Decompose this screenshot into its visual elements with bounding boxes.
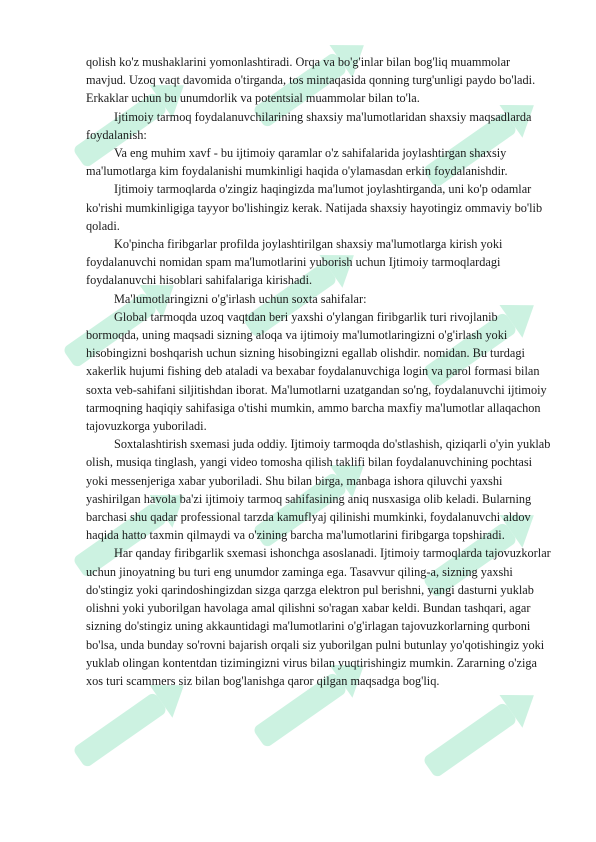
paragraph-1: qolish ko'z mushaklarini yomonlashtiradi. Orqa va bo'g'inlar bilan bog'liq muammolar mavjud. Uzoq vaqt davomida o'tirganda, tos mintaqasida qonning turg'unligi paydo bo'ladi. Erkaklar uchun bu unumdorlik va potentsial muammolar bilan to'la.	[86, 55, 536, 106]
paragraph-8: Soxtalashtirish sxemasi juda oddiy. Ijtimoiy tarmoqda do'stlashish, qiziqarli o'yin yuklab olish, musiqa tinglash, yangi video tomosha qilish taklifi bilan foydalanuvchining pochtasi yoki messenjeriga xabar yuboriladi. Shu bilan birga, manbaga ishora qiluvchi yaxshi yashirilgan havola ba'zi ijtimoiy tarmoq sahifasining aniq nusxasiga olib keladi. Bularning barchasi shu qadar professional tarzda kamuflyaj qilinishi mumkinki, foydalanuvchi aldov haqida hatto taxmin qilmaydi va o'zining barcha ma'lumotlarini firibgarga topshiradi.	[86, 437, 551, 543]
paragraph-4: Ijtimoiy tarmoqlarda o'zingiz haqingizda ma'lumot joylashtirganda, uni ko'p odamlar ko'rishi mumkinligiga tayyor bo'lishingiz kerak. Natijada shaxsiy hayotingiz ommaviy bo'lib qoladi.	[86, 182, 543, 233]
paragraph-5: Ko'pincha firibgarlar profilda joylashtirilgan shaxsiy ma'lumotlarga kirish yoki foydalanuvchi nomidan spam ma'lumotlarini yuborish uchun Ijtimoiy tarmoqlardagi foydalanuvchi hisoblari sahifalariga kirishadi.	[86, 237, 503, 288]
document-body	[86, 53, 552, 690]
paragraph-7: Global tarmoqda uzoq vaqtdan beri yaxshi o'ylangan firibgarlik turi rivojlanib bormoqda, uning maqsadi sizning aloqa va ijtimoiy ma'lumotlaringizni o'g'irlash yoki hisobingizni boshqarish uchun sizning hisobingizni egallab olishdir. nomidan. Bu turdagi xakerlik hujumi fishing deb ataladi va bexabar foydalanuvchiga login va parol formasi bilan soxta veb-sahifani siljitishdan iborat. Ma'lumotlarni uzatgandan so'ng, foydalanuvchi ijtimoiy tarmoqning haqiqiy sahifasiga o'tishi mumkin, ammo barcha maxfiy ma'lumotlar allaqachon tajovuzkorga yuboriladi.	[86, 309, 547, 434]
paragraph-9: Har qanday firibgarlik sxemasi ishonchga asoslanadi. Ijtimoiy tarmoqlarda tajovuzkorlar uchun jinoyatning bu turi eng unumdor zaminga ega. Tasavvur qiling-a, sizning yaxshi do'stingiz yoki qarindoshingizdan sizga qarzga elektron pul berishni, yangi dasturni yuklab olishni yoki yuborilgan havolaga amal qilishni so'ragan xabar keldi. Bundan tashqari, agar sizning do'stingiz uning akkauntidagi ma'lumotlarini o'g'irlagan tajovuzkorlarning qurboni bo'lsa, unda bunday so'rovni bajarish orqali siz yuborilgan pulni butunlay yo'qotishingiz yoki yuklab olingan kontentdan tizimingizni virus bilan yuqtirishingiz mumkin. Zararning o'ziga xos turi scammers siz bilan bog'lanishga qaror qilgan maqsadga bog'liq.	[86, 546, 551, 688]
watermark-mark	[418, 679, 546, 785]
paragraph-6: Ma'lumotlaringizni o'g'irlash uchun soxta sahifalar:	[114, 291, 367, 306]
paragraph-3: Va eng muhim xavf - bu ijtimoiy qaramlar o'z sahifalarida joylashtirgan shaxsiy ma'lumotlarga kim foydalanishi mumkinligi haqida o'ylamasdan erkin foydalanishdir.	[86, 146, 508, 179]
paragraph-2: Ijtimoiy tarmoq foydalanuvchilarining shaxsiy ma'lumotlaridan shaxsiy maqsadlarda foydalanish:	[86, 109, 532, 142]
